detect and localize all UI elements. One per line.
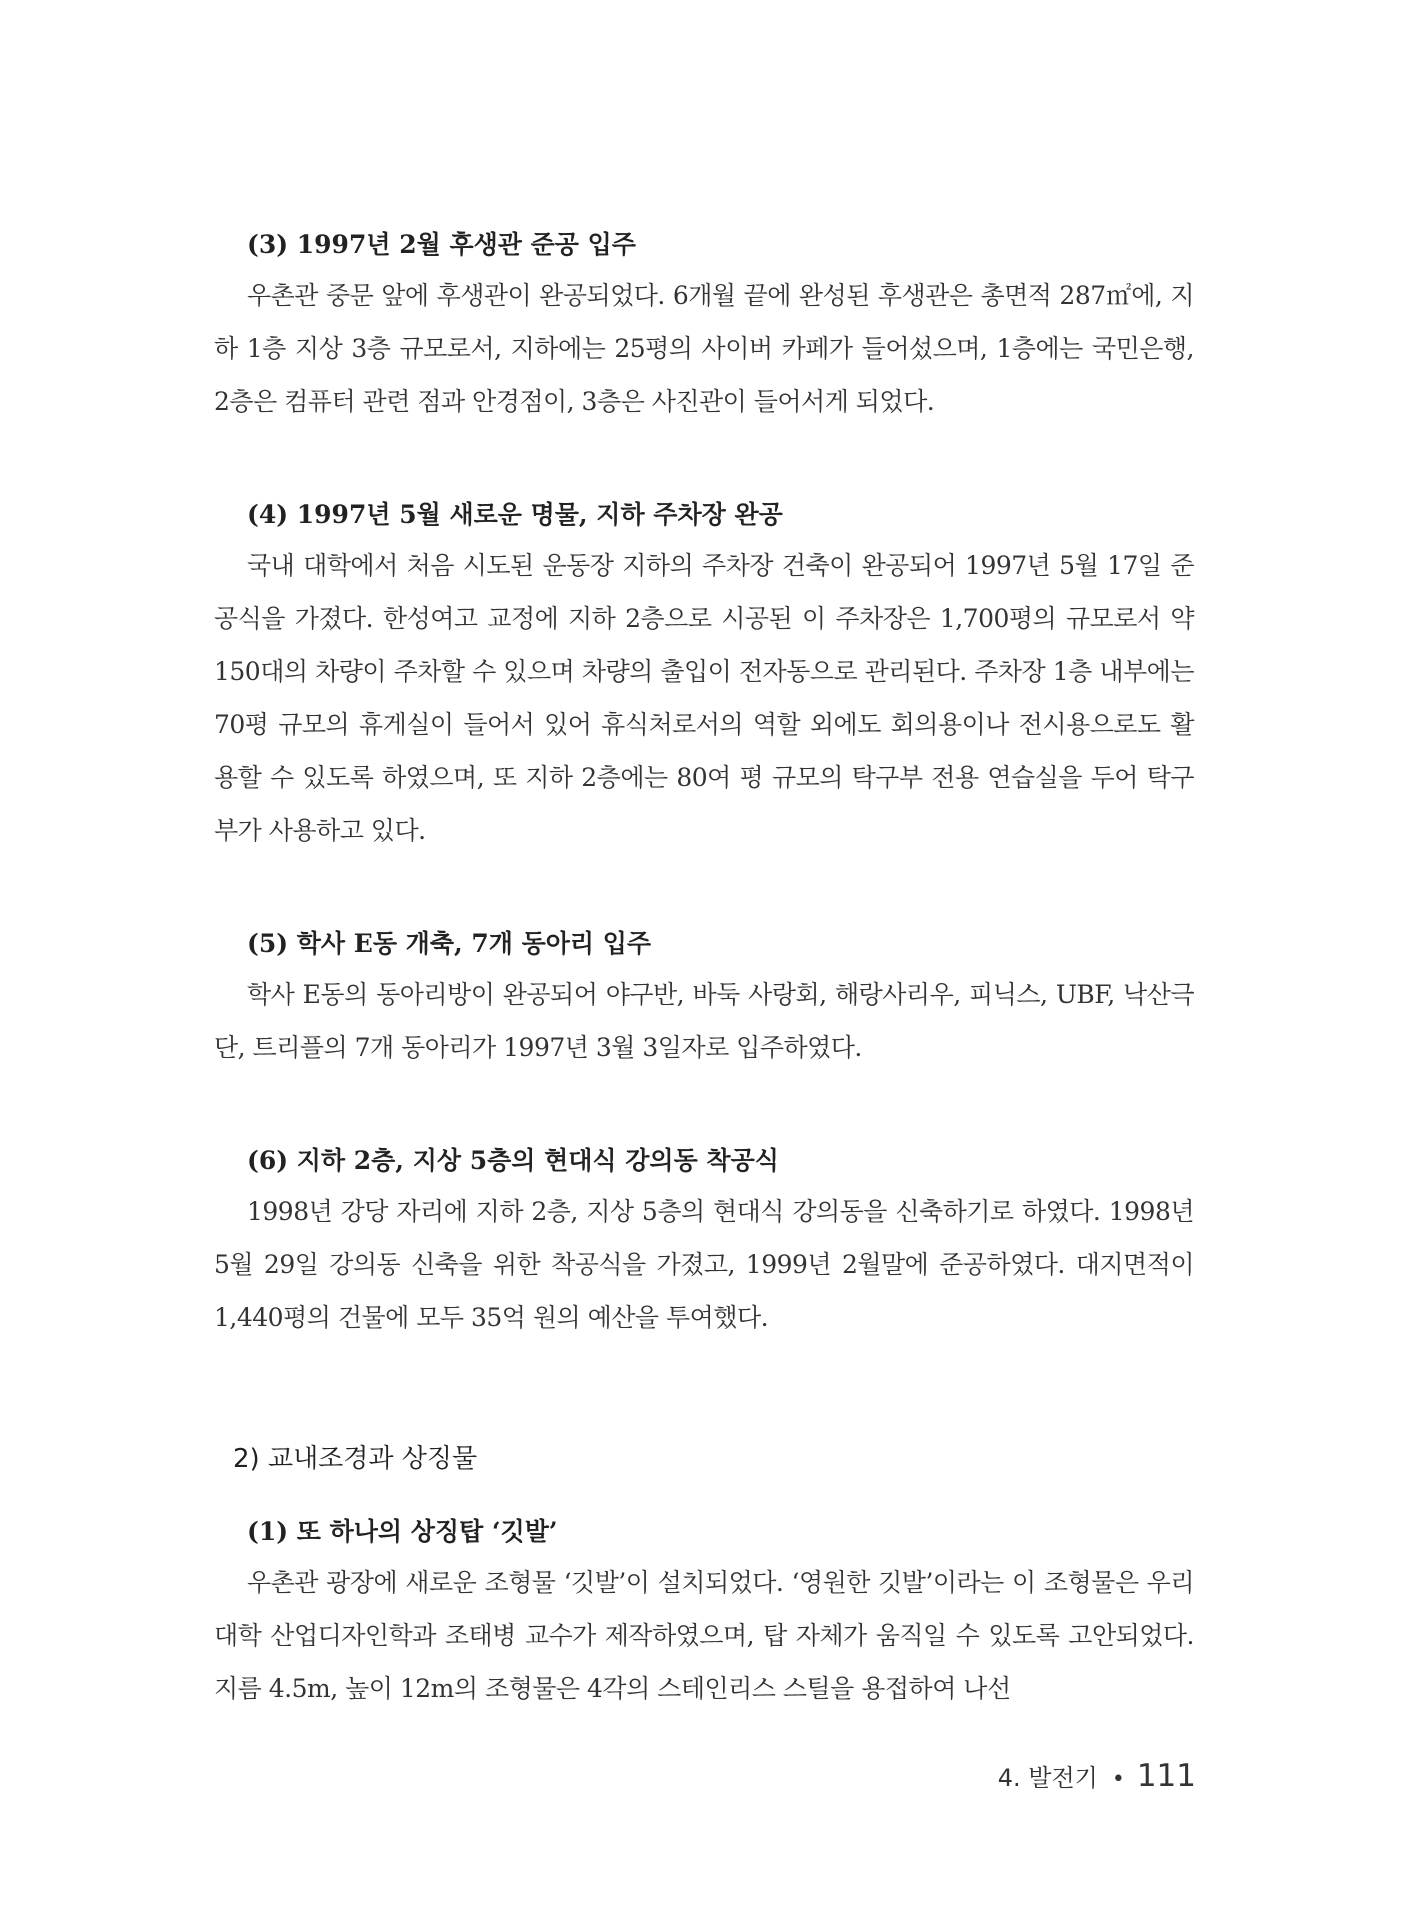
section-4 bbox=[214, 495, 1194, 857]
section-paragraph: 우촌관 중문 앞에 후생관이 완공되었다. 6개월 끝에 완성된 후생관은 총면적 287㎡에, 지하 1층 지상 3층 규모로서, 지하에는 25평의 사이버 카페가 들어섰으며, 1층에는 국민은행, 2층은 컴퓨터 관련 점과 안경점이, 3층은 사진관이 들어서게 되었다. bbox=[214, 281, 1194, 416]
section-heading: (5) 학사 E동 개축, 7개 동아리 입주 bbox=[247, 929, 652, 958]
section-heading: (1) 또 하나의 상징탑 ‘깃발’ bbox=[247, 1517, 558, 1546]
page-number: 111 bbox=[1136, 1758, 1196, 1794]
section-heading: (3) 1997년 2월 후생관 준공 입주 bbox=[247, 230, 636, 259]
page-footer bbox=[998, 1758, 1196, 1794]
section-heading: (6) 지하 2층, 지상 5층의 현대식 강의동 착공식 bbox=[247, 1146, 779, 1175]
section-paragraph: 국내 대학에서 처음 시도된 운동장 지하의 주차장 건축이 완공되어 1997년 5월 17일 준공식을 가졌다. 한성여고 교정에 지하 2층으로 시공된 이 주차장은 1,700평의 규모로서 약 150대의 차량이 주차할 수 있으며 차량의 출입이 전자동으로 관리된다. 주차장 1층 내부에는 70평 규모의 휴게실이 들어서 있어 휴식처로서의 역할 외에도 회의용이나 전시용으로도 활용할 수 있도록 하였으며, 또 지하 2층에는 80여 평 규모의 탁구부 전용 연습실을 두어 탁구부가 사용하고 있다. bbox=[214, 551, 1194, 845]
page-content bbox=[214, 225, 1194, 1715]
section-paragraph: 학사 E동의 동아리방이 완공되어 야구반, 바둑 사랑회, 해랑사리우, 피닉스, UBF, 낙산극단, 트리플의 7개 동아리가 1997년 3월 3일자로 입주하였다. bbox=[214, 980, 1194, 1062]
bullet-separator: • bbox=[1111, 1767, 1125, 1792]
chapter-label: 4. 발전기 bbox=[997, 1764, 1098, 1792]
section-paragraph: 우촌관 광장에 새로운 조형물 ‘깃발’이 설치되었다. ‘영원한 깃발’이라는 이 조형물은 우리 대학 산업디자인학과 조태병 교수가 제작하였으며, 탑 자체가 움직일 수 있도록 고안되었다. 지름 4.5m, 높이 12m의 조형물은 4각의 스테인리스 스틸을 용접하여 나선 bbox=[214, 1568, 1194, 1703]
section-5 bbox=[214, 924, 1194, 1074]
section-3 bbox=[214, 225, 1194, 428]
section-6 bbox=[214, 1141, 1194, 1344]
section-paragraph: 1998년 강당 자리에 지하 2층, 지상 5층의 현대식 강의동을 신축하기로 하였다. 1998년 5월 29일 강의동 신축을 위한 착공식을 가졌고, 1999년 2월말에 준공하였다. 대지면적이 1,440평의 건물에 모두 35억 원의 예산을 투여했다. bbox=[214, 1197, 1194, 1332]
subsection-title: 2) 교내조경과 상징물 bbox=[233, 1444, 478, 1474]
subsection-landscape bbox=[214, 1439, 1194, 1715]
section-heading: (4) 1997년 5월 새로운 명물, 지하 주차장 완공 bbox=[247, 500, 783, 529]
